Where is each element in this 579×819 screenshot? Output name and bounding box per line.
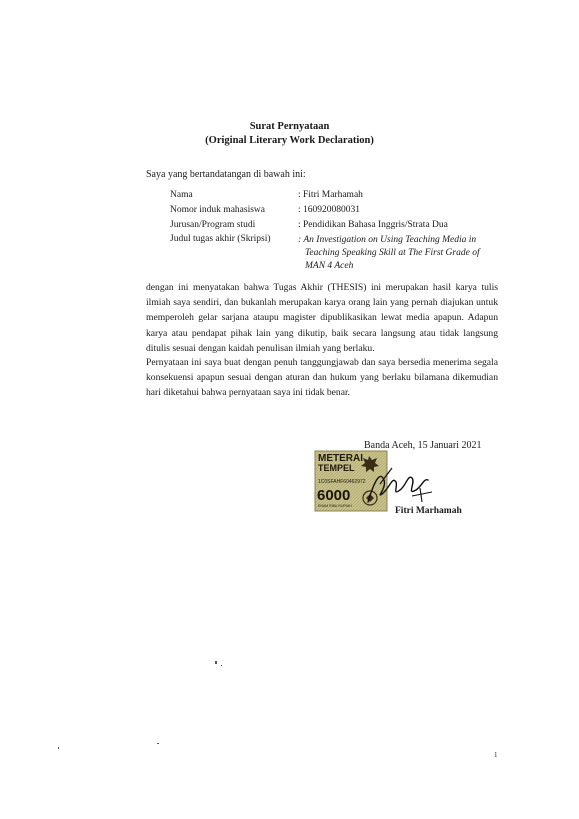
responsibility-paragraph: Pernyataan ini saya buat dengan penuh tanggungjawab dan saya bersedia menerima segala konsekuensi apapun sesuai dengan aturan dan hukum yang berlaku bilamana dikemudian hari diketahui bahwa pernyataan saya ini tidak benar. (146, 357, 498, 399)
place-date: Banda Aceh, 15 Januari 2021 (364, 440, 482, 451)
page-subtitle: (Original Literary Work Declaration) (205, 135, 374, 146)
stamp-amount: 6000 (317, 487, 351, 504)
field-label-nim: Nomor induk mahasiswa (170, 205, 265, 215)
stamp-currency: ENAM RIBU RUPIAH (318, 504, 352, 508)
field-value-nama: : Fitri Marhamah (298, 190, 363, 200)
page-number: 1 (494, 751, 498, 759)
intro-text: Saya yang bertandatangan di bawah ini: (146, 169, 306, 180)
declaration-paragraph: dengan ini menyatakan bahwa Tugas Akhir (THESIS) ini merupakan hasil karya tulis ilmiah saya sendiri, dan bukanlah merupakan karya orang lain yang pernah diajukan untuk memperoleh gelar sarjana ataupu magister dipublikasikan lewat media apapun. Adapun karya atau pendapat pihak lain yang dikutip, baik secara langsung atau tidak langsung ditulis sesuai dengan kaidah penulisan ilmiah yang berlaku. (146, 282, 498, 354)
field-value-nim: : 160920080031 (298, 205, 361, 215)
field-label-judul: Judul tugas akhir (Skripsi) (170, 234, 271, 244)
field-value-judul-line3: MAN 4 Aceh (305, 261, 354, 271)
field-value-judul-line1: : An Investigation on Using Teaching Media in (298, 235, 477, 245)
handwritten-signature (362, 462, 434, 510)
field-value-jurusan: : Pendidikan Bahasa Inggris/Strata Dua (298, 220, 448, 230)
field-label-nama: Nama (170, 190, 193, 200)
scan-speck (157, 743, 159, 744)
page-title: Surat Pernyataan (249, 121, 330, 132)
stamp-line2: TEMPEL (318, 463, 355, 473)
stamp-serial: 1C0SFAHF60462972 (318, 479, 366, 485)
field-value-judul-line2: Teaching Speaking Skill at The First Grade of (305, 248, 480, 258)
stamp-line1: METERAI (318, 453, 363, 464)
field-label-jurusan: Jurusan/Program studi (170, 220, 256, 230)
scan-speck (215, 661, 217, 664)
signer-name: Fitri Marhamah (395, 506, 462, 516)
scan-speck (221, 665, 222, 666)
scan-speck (58, 747, 59, 749)
